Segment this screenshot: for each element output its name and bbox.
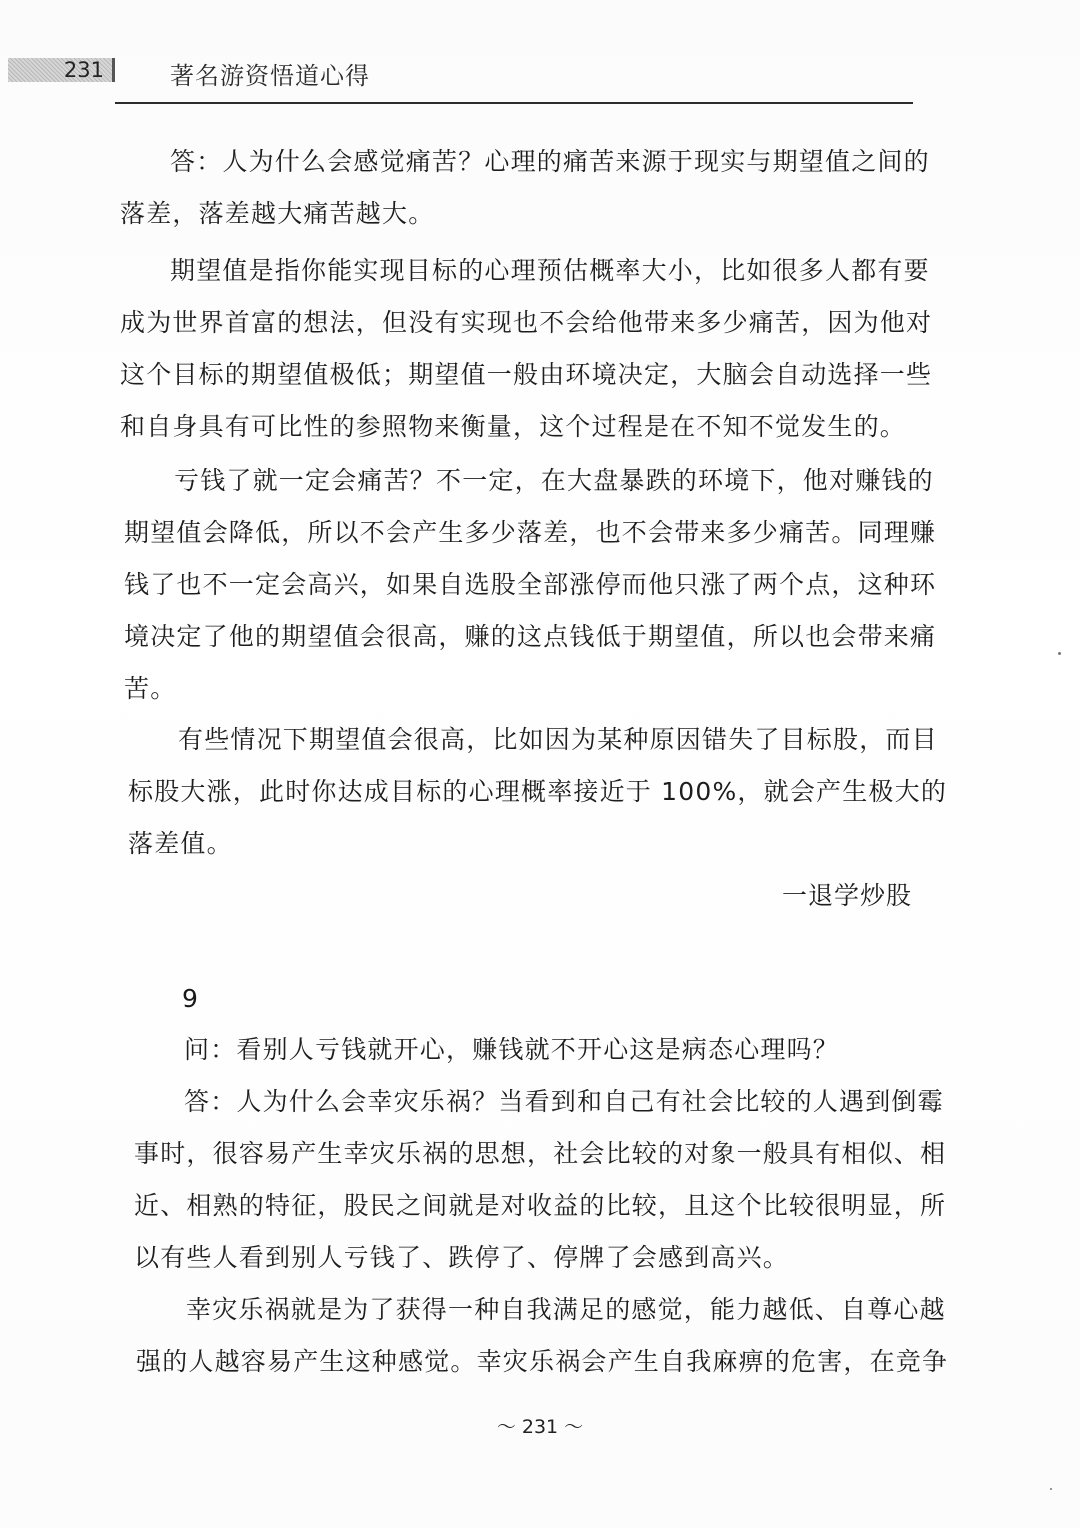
paragraph-high-expectation	[128, 714, 947, 870]
text-line: 落差，落差越大痛苦越大。	[120, 199, 435, 228]
text-line: 钱了也不一定会高兴，如果自选股全部涨停而他只涨了两个点，这种环	[124, 570, 937, 599]
text-line: 落差值。	[128, 829, 233, 858]
paragraph-losing-money	[124, 455, 936, 715]
section-number: 9	[182, 984, 198, 1013]
text-line: 期望值是指你能实现目标的心理预估概率大小，比如很多人都有要	[170, 256, 930, 285]
text-line: 近、相熟的特征，股民之间就是对收益的比较，且这个比较很明显，所	[134, 1191, 947, 1220]
text-line: 和自身具有可比性的参照物来衡量，这个过程是在不知不觉发生的。	[120, 412, 907, 441]
paragraph-self-satisfaction	[136, 1284, 948, 1388]
text-line: 答：人为什么会感觉痛苦？心理的痛苦来源于现实与期望值之间的	[170, 147, 930, 176]
text-line: 答：人为什么会幸灾乐祸？当看到和自己有社会比较的人遇到倒霉	[184, 1087, 944, 1116]
page-number-tab	[8, 58, 115, 82]
book-title: 著名游资悟道心得	[170, 62, 370, 90]
text-line: 期望值会降低，所以不会产生多少落差，也不会带来多少痛苦。同理赚	[124, 518, 937, 547]
text-line: 亏钱了就一定会痛苦？不一定，在大盘暴跌的环境下，他对赚钱的	[174, 466, 934, 495]
text-line: 强的人越容易产生这种感觉。幸灾乐祸会产生自我麻痹的危害，在竞争	[136, 1347, 949, 1376]
footer-page-number: ～ 231 ～	[496, 1416, 584, 1438]
text-line: 境决定了他的期望值会很高，赚的这点钱低于期望值，所以也会带来痛	[124, 622, 937, 651]
header-divider	[115, 102, 913, 104]
paragraph-expectation	[120, 245, 932, 453]
question-text: 问：看别人亏钱就开心，赚钱就不开心这是病态心理吗？	[184, 1035, 840, 1064]
text-line: 幸灾乐祸就是为了获得一种自我满足的感觉，能力越低、自尊心越	[186, 1295, 946, 1324]
text-line: 成为世界首富的想法，但没有实现也不会给他带来多少痛苦，因为他对	[120, 308, 933, 337]
header-page-number: 231	[63, 58, 104, 82]
answer-paragraph-1	[120, 136, 930, 240]
text-line: 这个目标的期望值极低；期望值一般由环境决定，大脑会自动选择一些	[120, 360, 933, 389]
scan-speck	[1058, 652, 1061, 655]
text-line: 有些情况下期望值会很高，比如因为某种原因错失了目标股，而目	[178, 725, 938, 754]
text-line: 事时，很容易产生幸灾乐祸的思想，社会比较的对象一般具有相似、相	[134, 1139, 947, 1168]
question	[184, 1024, 839, 1076]
scan-speck	[1050, 1488, 1052, 1490]
text-line: 标股大涨，此时你达成目标的心理概率接近于 100%，就会产生极大的	[128, 777, 948, 806]
answer-paragraph-schadenfreude	[134, 1076, 946, 1284]
text-line: 以有些人看到别人亏钱了、跌停了、停牌了会感到高兴。	[134, 1243, 790, 1272]
author-signature: 一退学炒股	[781, 881, 912, 910]
text-line: 苦。	[124, 674, 177, 703]
